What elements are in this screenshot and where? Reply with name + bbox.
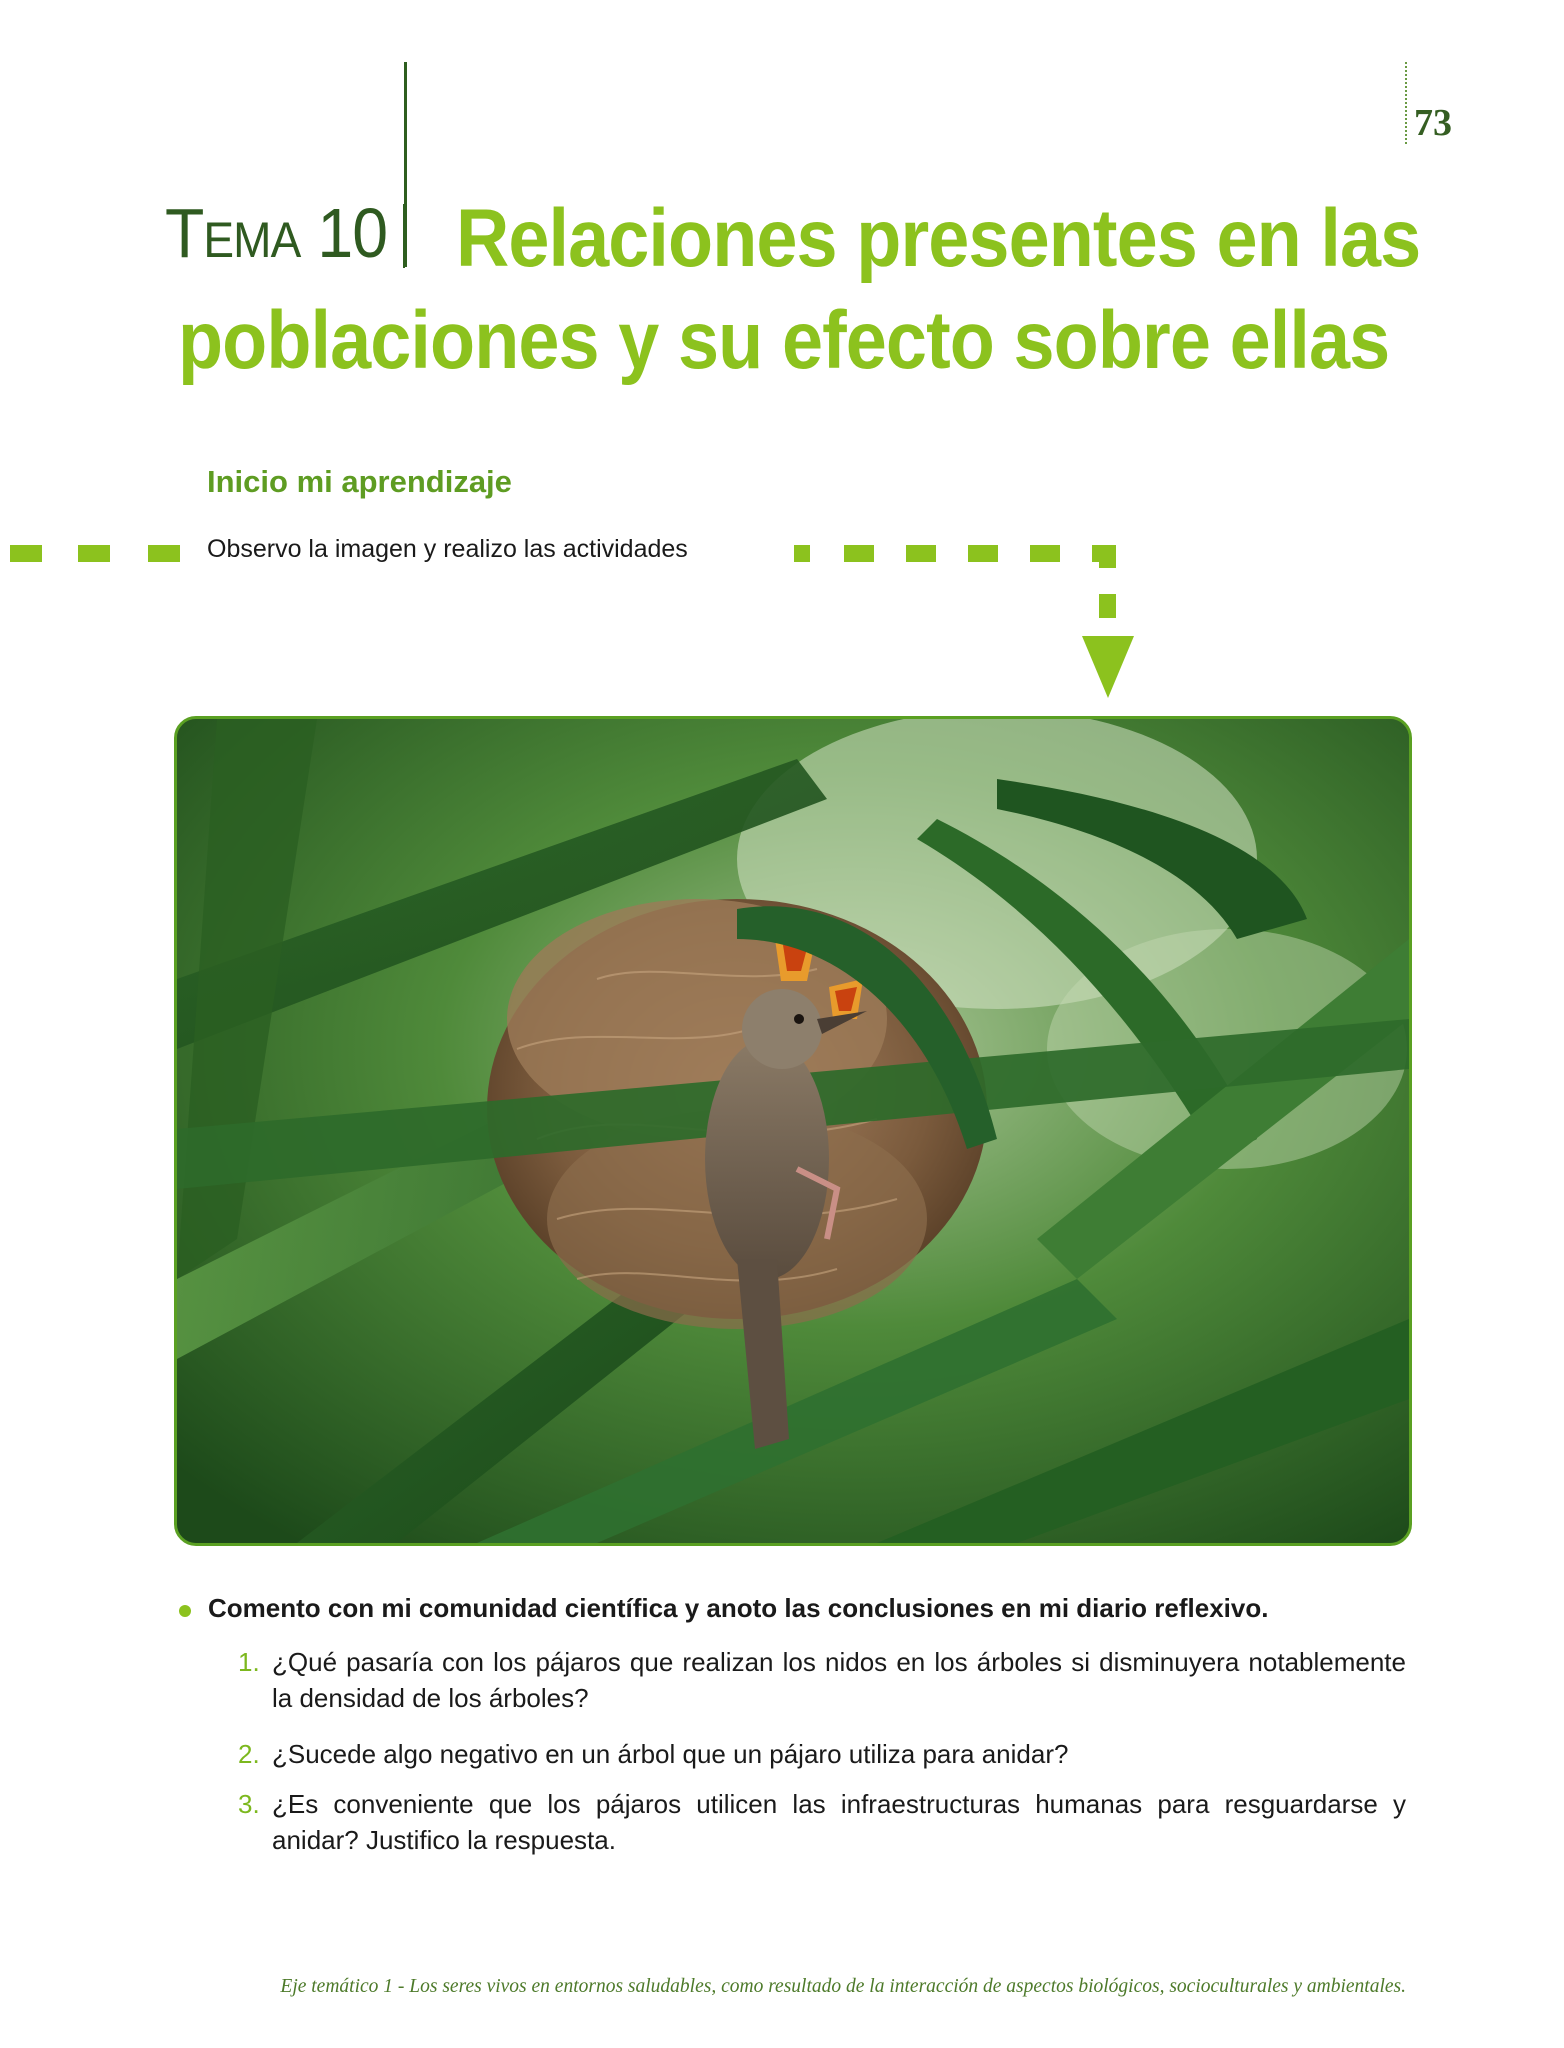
tema-rest: EMA bbox=[203, 212, 301, 268]
tema-initial: T bbox=[165, 194, 204, 272]
dash bbox=[78, 545, 110, 562]
page-number: 73 bbox=[1414, 102, 1452, 144]
nest-photo-illustration bbox=[177, 719, 1409, 1543]
tema-label bbox=[165, 194, 388, 272]
tema-number: 10 bbox=[317, 194, 388, 272]
question-number: 3. bbox=[238, 1789, 260, 1819]
dash bbox=[906, 545, 936, 562]
question-item bbox=[238, 1644, 1406, 1716]
question-item bbox=[238, 1786, 1406, 1858]
question-text: ¿Es conveniente que los pájaros utilicen las infraestructuras humanas para resguardarse y anidar? Justifico la respuesta. bbox=[272, 1789, 1406, 1855]
bullet-icon bbox=[179, 1605, 191, 1617]
activity-prompt: Comento con mi comunidad científica y anoto las conclusiones en mi diario reflexivo. bbox=[208, 1593, 1269, 1623]
dash bbox=[148, 545, 180, 562]
dash bbox=[10, 545, 42, 562]
dash bbox=[794, 545, 810, 562]
nest-photo bbox=[174, 716, 1412, 1546]
dash bbox=[1030, 545, 1060, 562]
question-text: ¿Sucede algo negativo en un árbol que un pájaro utiliza para anidar? bbox=[272, 1739, 1069, 1769]
question-number: 2. bbox=[238, 1739, 260, 1769]
dash bbox=[1099, 562, 1116, 568]
section-heading: Inicio mi aprendizaje bbox=[207, 464, 512, 499]
question-text: ¿Qué pasaría con los pájaros que realizan los nidos en los árboles si disminuyera notablemente la densidad de los árboles? bbox=[272, 1647, 1406, 1713]
arrow-down-icon bbox=[1082, 636, 1134, 698]
dash bbox=[1092, 545, 1116, 562]
page-number-dotted-rule bbox=[1405, 62, 1407, 144]
page-title-line-1: Relaciones presentes en las bbox=[456, 193, 1421, 284]
dash bbox=[1099, 594, 1116, 618]
tema-separator bbox=[403, 204, 405, 268]
footer-axis-text: Eje temático 1 - Los seres vivos en entornos saludables, como resultado de la interacción de aspectos biológicos, socioculturales y ambientales. bbox=[280, 1976, 1406, 1997]
dash bbox=[968, 545, 998, 562]
question-item bbox=[238, 1736, 1406, 1772]
instruction-text: Observo la imagen y realizo las actividades bbox=[207, 535, 688, 563]
dash bbox=[844, 545, 874, 562]
page-title-line-2: poblaciones y su efecto sobre ellas bbox=[178, 295, 1390, 386]
question-number: 1. bbox=[238, 1647, 260, 1677]
